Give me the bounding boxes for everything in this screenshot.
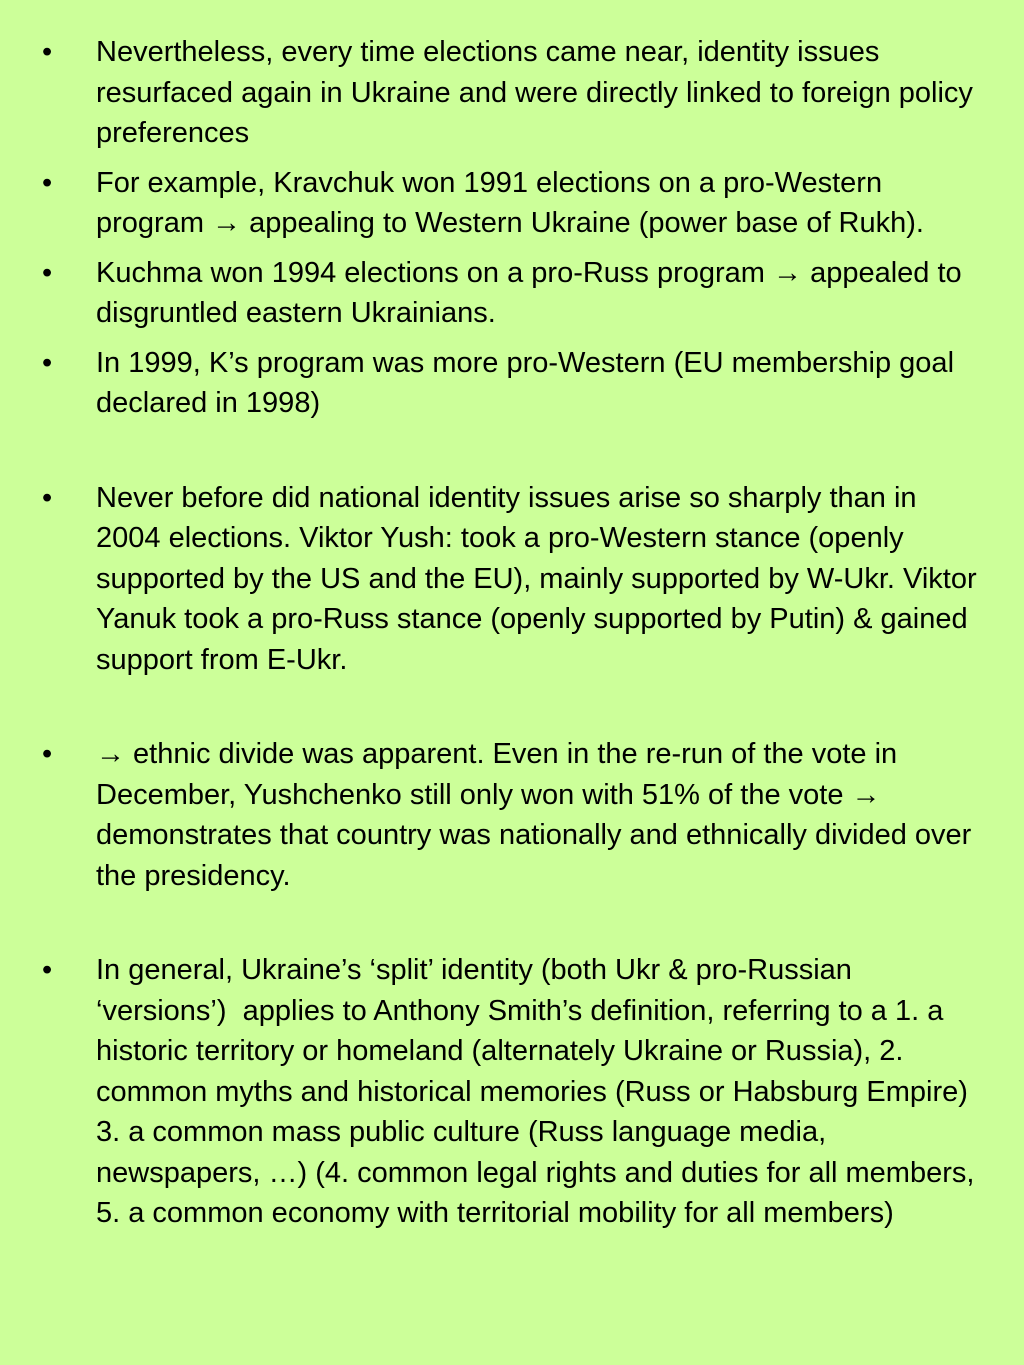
bullet-list <box>40 32 984 1234</box>
bullet-icon: • <box>42 346 53 379</box>
bullet-item <box>40 478 984 681</box>
bullet-item <box>40 163 984 244</box>
bullet-text: Kuchma won 1994 elections on a pro-Russ program → appealed to disgruntled eastern Ukrainians. <box>96 256 970 329</box>
bullet-item <box>40 253 984 334</box>
bullet-text: Never before did national identity issues arise so sharply than in 2004 elections. Viktor Yush: took a pro-Western stance (openly supported by the US and the EU), mainly supported by W-Ukr. Viktor Yanuk took a pro-Russ stance (openly supported by Putin) & gained support from E-Ukr. <box>96 481 985 676</box>
bullet-item <box>40 950 984 1234</box>
bullet-icon: • <box>42 738 53 770</box>
bullet-item <box>40 734 984 896</box>
bullet-icon: • <box>42 256 53 289</box>
bullet-text: In general, Ukraine’s ‘split’ identity (both Ukr & pro-Russian ‘versions’) applies to Anthony Smith’s definition, referring to a 1. a historic territory or homeland (alternately Ukraine or Russia), 2. common myths and historical memories (Russ or Habsburg Empire) 3. a common mass public culture (Russ language media, newspapers, …) (4. common legal rights and duties for all members, 5. a common economy with territorial mobility for all members) <box>96 954 983 1229</box>
bullet-icon: • <box>42 481 53 514</box>
bullet-item <box>40 32 984 154</box>
bullet-text: For example, Kravchuk won 1991 elections on a pro-Western program → appealing to Western Ukraine (power base of Rukh). <box>96 166 924 239</box>
bullet-text: Nevertheless, every time elections came near, identity issues resurfaced again in Ukraine and were directly linked to foreign policy preferences <box>96 36 981 149</box>
bullet-item <box>40 343 984 424</box>
bullet-text: → ethnic divide was apparent. Even in the re-run of the vote in December, Yushchenko still only won with 51% of the vote → demonstrates that country was nationally and ethnically divided over the presidency. <box>96 738 980 892</box>
bullet-icon: • <box>42 954 53 986</box>
bullet-icon: • <box>42 36 53 68</box>
bullet-icon: • <box>42 166 53 199</box>
bullet-text: In 1999, K’s program was more pro-Western (EU membership goal declared in 1998) <box>96 346 963 419</box>
